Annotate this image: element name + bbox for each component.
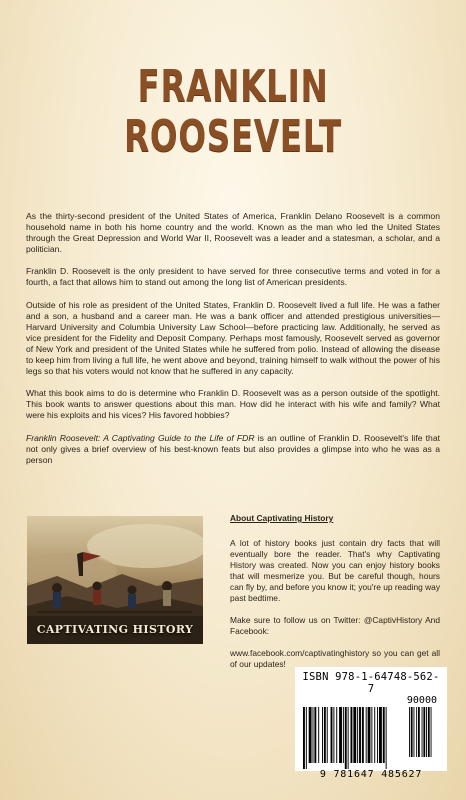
barcode-digits: 9 781647 485627 xyxy=(319,769,423,780)
isbn-barcode xyxy=(295,667,447,780)
about-publisher-section xyxy=(230,513,440,681)
publisher-painting xyxy=(27,516,203,644)
blurb-paragraph-1: As the thirty-second president of the United States of America, Franklin Delano Roosevelt is a common household name in both his home country and the world. Known as the man who led the United States through the Great Depression and World War II, Roosevelt was a leader and a statesman, a scholar, and a politician. xyxy=(26,211,440,255)
about-paragraph-1: A lot of history books just contain dry facts that will eventually bore the reader. That's why Captivating History was created. Now you can enjoy history books that will mesmerize you. But be careful though, hours can fly by, and before you know it; you're up reading way past bedtime. xyxy=(230,538,441,603)
blurb-text xyxy=(26,211,440,477)
blurb-paragraph-4: What this book aims to do is determine who Franklin D. Roosevelt was as a person outside of the spotlight. This book wants to answer questions about this man. How did he interact with his wife and family? What were his exploits and his vices? His favored hobbies? xyxy=(26,388,440,421)
blurb-paragraph-2: Franklin D. Roosevelt is the only president to have served for three consecutive terms and voted in for a fourth, a fact that allows him to stand out among the long list of American presidents. xyxy=(26,266,440,288)
about-heading: About Captivating History xyxy=(230,513,334,523)
title-line-1: FRANKLIN xyxy=(137,61,329,112)
barcode-bars xyxy=(301,707,441,769)
publisher-banner: CAPTIVATING HISTORY xyxy=(36,623,194,636)
barcode-bars-svg xyxy=(301,707,441,769)
about-paragraph-3: www.facebook.com/captivatinghistory so you can get all of our updates! xyxy=(230,648,440,669)
blurb-paragraph-3: Outside of his role as president of the United States, Franklin D. Roosevelt lived a full life. He was a father and a son, a husband and a career man. He was a bank officer and attended prestigious universities—Harvard University and Columbia University Law School—before practicing law. Additionally, he served as vice president for the Fidelity and Deposit Company. Perhaps most famously, Roosevelt served as governor of New York and president of the United States while he suffered from polio. Instead of allowing the disease to keep him from living a full life, he went above and beyond, training himself to walk without the power of his legs so that his voters would not know that he suffered in any capacity. xyxy=(26,299,440,377)
blurb-paragraph-5-rest: is an outline of Franklin D. Roosevelt's life that not only gives a brief overview of his best-known feats but also provides a glimpse into who he was as a person xyxy=(26,432,440,465)
price-code: 90000 xyxy=(406,695,437,706)
about-paragraph-2: Make sure to follow us on Twitter: @CaptivHistory And Facebook: xyxy=(230,615,440,636)
title-line-2: ROOSEVELT xyxy=(124,111,342,162)
isbn-number: ISBN 978-1-64748-562-7 xyxy=(302,671,440,695)
blurb-paragraph-5 xyxy=(26,433,440,466)
book-title-italic: Franklin Roosevelt: A Captivating Guide to the Life of FDR xyxy=(26,432,255,443)
cover-title xyxy=(0,62,466,162)
